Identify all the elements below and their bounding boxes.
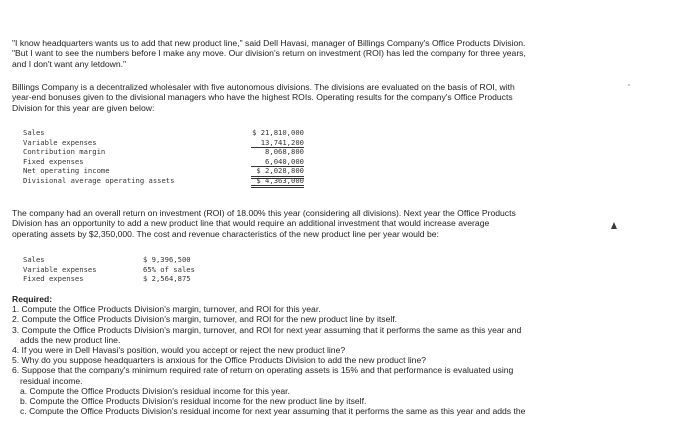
required-section xyxy=(12,294,692,416)
table-row xyxy=(23,138,303,148)
table-row xyxy=(23,176,303,186)
table-row xyxy=(23,265,223,275)
row-label: Sales xyxy=(23,255,45,264)
row-value: 65% of sales xyxy=(143,264,195,274)
background-paragraph xyxy=(12,82,692,113)
new-line-table xyxy=(23,255,223,284)
table-row xyxy=(23,255,223,265)
row-label: Divisional average operating assets xyxy=(23,175,175,185)
background-line: Division for this year are given below: xyxy=(12,102,155,113)
background-line: Billings Company is a decentralized wholesaler with five autonomous divisions. The divisions are evaluated on the basis of ROI, with xyxy=(12,82,515,92)
required-item: 1. Compute the Office Products Division's margin, turnover, and ROI for this year. xyxy=(12,304,321,315)
row-label: Net operating income xyxy=(23,166,110,175)
required-item: residual income. xyxy=(20,375,83,386)
row-label: Fixed expenses xyxy=(23,156,84,166)
row-value: $ 21,810,000 xyxy=(252,128,304,137)
table-row xyxy=(23,166,303,176)
required-item: adds the new product line. xyxy=(20,334,121,345)
row-label: Sales xyxy=(23,128,45,137)
new-line-paragraph xyxy=(12,208,692,239)
required-item: a. Compute the Office Products Division's residual income for this year. xyxy=(20,385,290,396)
intro-line: "I know headquarters wants us to add that new product line," said Dell Havasi, manager of Billings Company's Office Products Division. xyxy=(12,38,526,48)
row-label: Fixed expenses xyxy=(23,274,84,283)
required-item: 4. If you were in Dell Havasi's position, would you accept or reject the new product line? xyxy=(12,345,346,356)
background-line: year-end bonuses given to the divisional managers who have the highest ROIs. Operating results for the company's Office Products xyxy=(12,92,513,103)
required-item: 5. Why do you suppose headquarters is anxious for the Office Products Division to add the new product line? xyxy=(12,355,427,366)
row-label: Contribution margin xyxy=(23,147,106,156)
table-row xyxy=(23,128,303,138)
required-item: 6. Suppose that the company's minimum required rate of return on operating assets is 15% and that performance is evaluated using xyxy=(12,365,514,376)
intro-line: "But I want to see the numbers before I make any move. Our division's return on investment (ROI) has led the company for three years, xyxy=(12,48,526,59)
row-label: Variable expenses xyxy=(23,137,97,147)
intro-line: and I don't want any letdown." xyxy=(12,58,127,69)
mouse-cursor-icon xyxy=(611,222,617,229)
table-row xyxy=(23,157,303,167)
current-results-table xyxy=(23,128,303,185)
new-line-text: Division has an opportunity to add a new product line that would require an additional investment that would increase average xyxy=(12,218,490,229)
row-label: Variable expenses xyxy=(23,264,97,274)
row-value: 6,040,000 xyxy=(251,157,304,168)
required-item: 2. Compute the Office Products Division's margin, turnover, and ROI for the new product line by itself. xyxy=(12,314,398,325)
required-item: b. Compute the Office Products Division's residual income for the new product line by itself. xyxy=(20,396,367,407)
table-row xyxy=(23,274,223,284)
new-line-text: operating assets by $2,350,000. The cost and revenue characteristics of the new product line per year would be: xyxy=(12,228,439,239)
required-heading: Required: xyxy=(12,294,53,304)
row-value: 8,068,800 xyxy=(265,147,304,156)
new-line-text: The company had an overall return on investment (ROI) of 18.00% this year (considering all divisions). Next year the Office Products xyxy=(12,208,516,218)
table-row xyxy=(23,147,303,157)
intro-paragraph xyxy=(12,38,692,69)
scan-artifact xyxy=(628,84,630,86)
row-value: $ 2,564,875 xyxy=(143,274,191,283)
row-value: $ 9,396,500 xyxy=(143,255,191,264)
row-value: $ 2,028,800 xyxy=(251,166,304,179)
row-value: 13,741,200 xyxy=(251,138,304,149)
required-item: c. Compute the Office Products Division's residual income for next year assuming that it performs the same as this year and adds the xyxy=(20,406,526,417)
required-item: 3. Compute the Office Products Division's margin, turnover, and ROI for next year assuming that it performs the same as this year and xyxy=(12,324,522,335)
row-value: $ 4,363,000 xyxy=(251,176,304,189)
